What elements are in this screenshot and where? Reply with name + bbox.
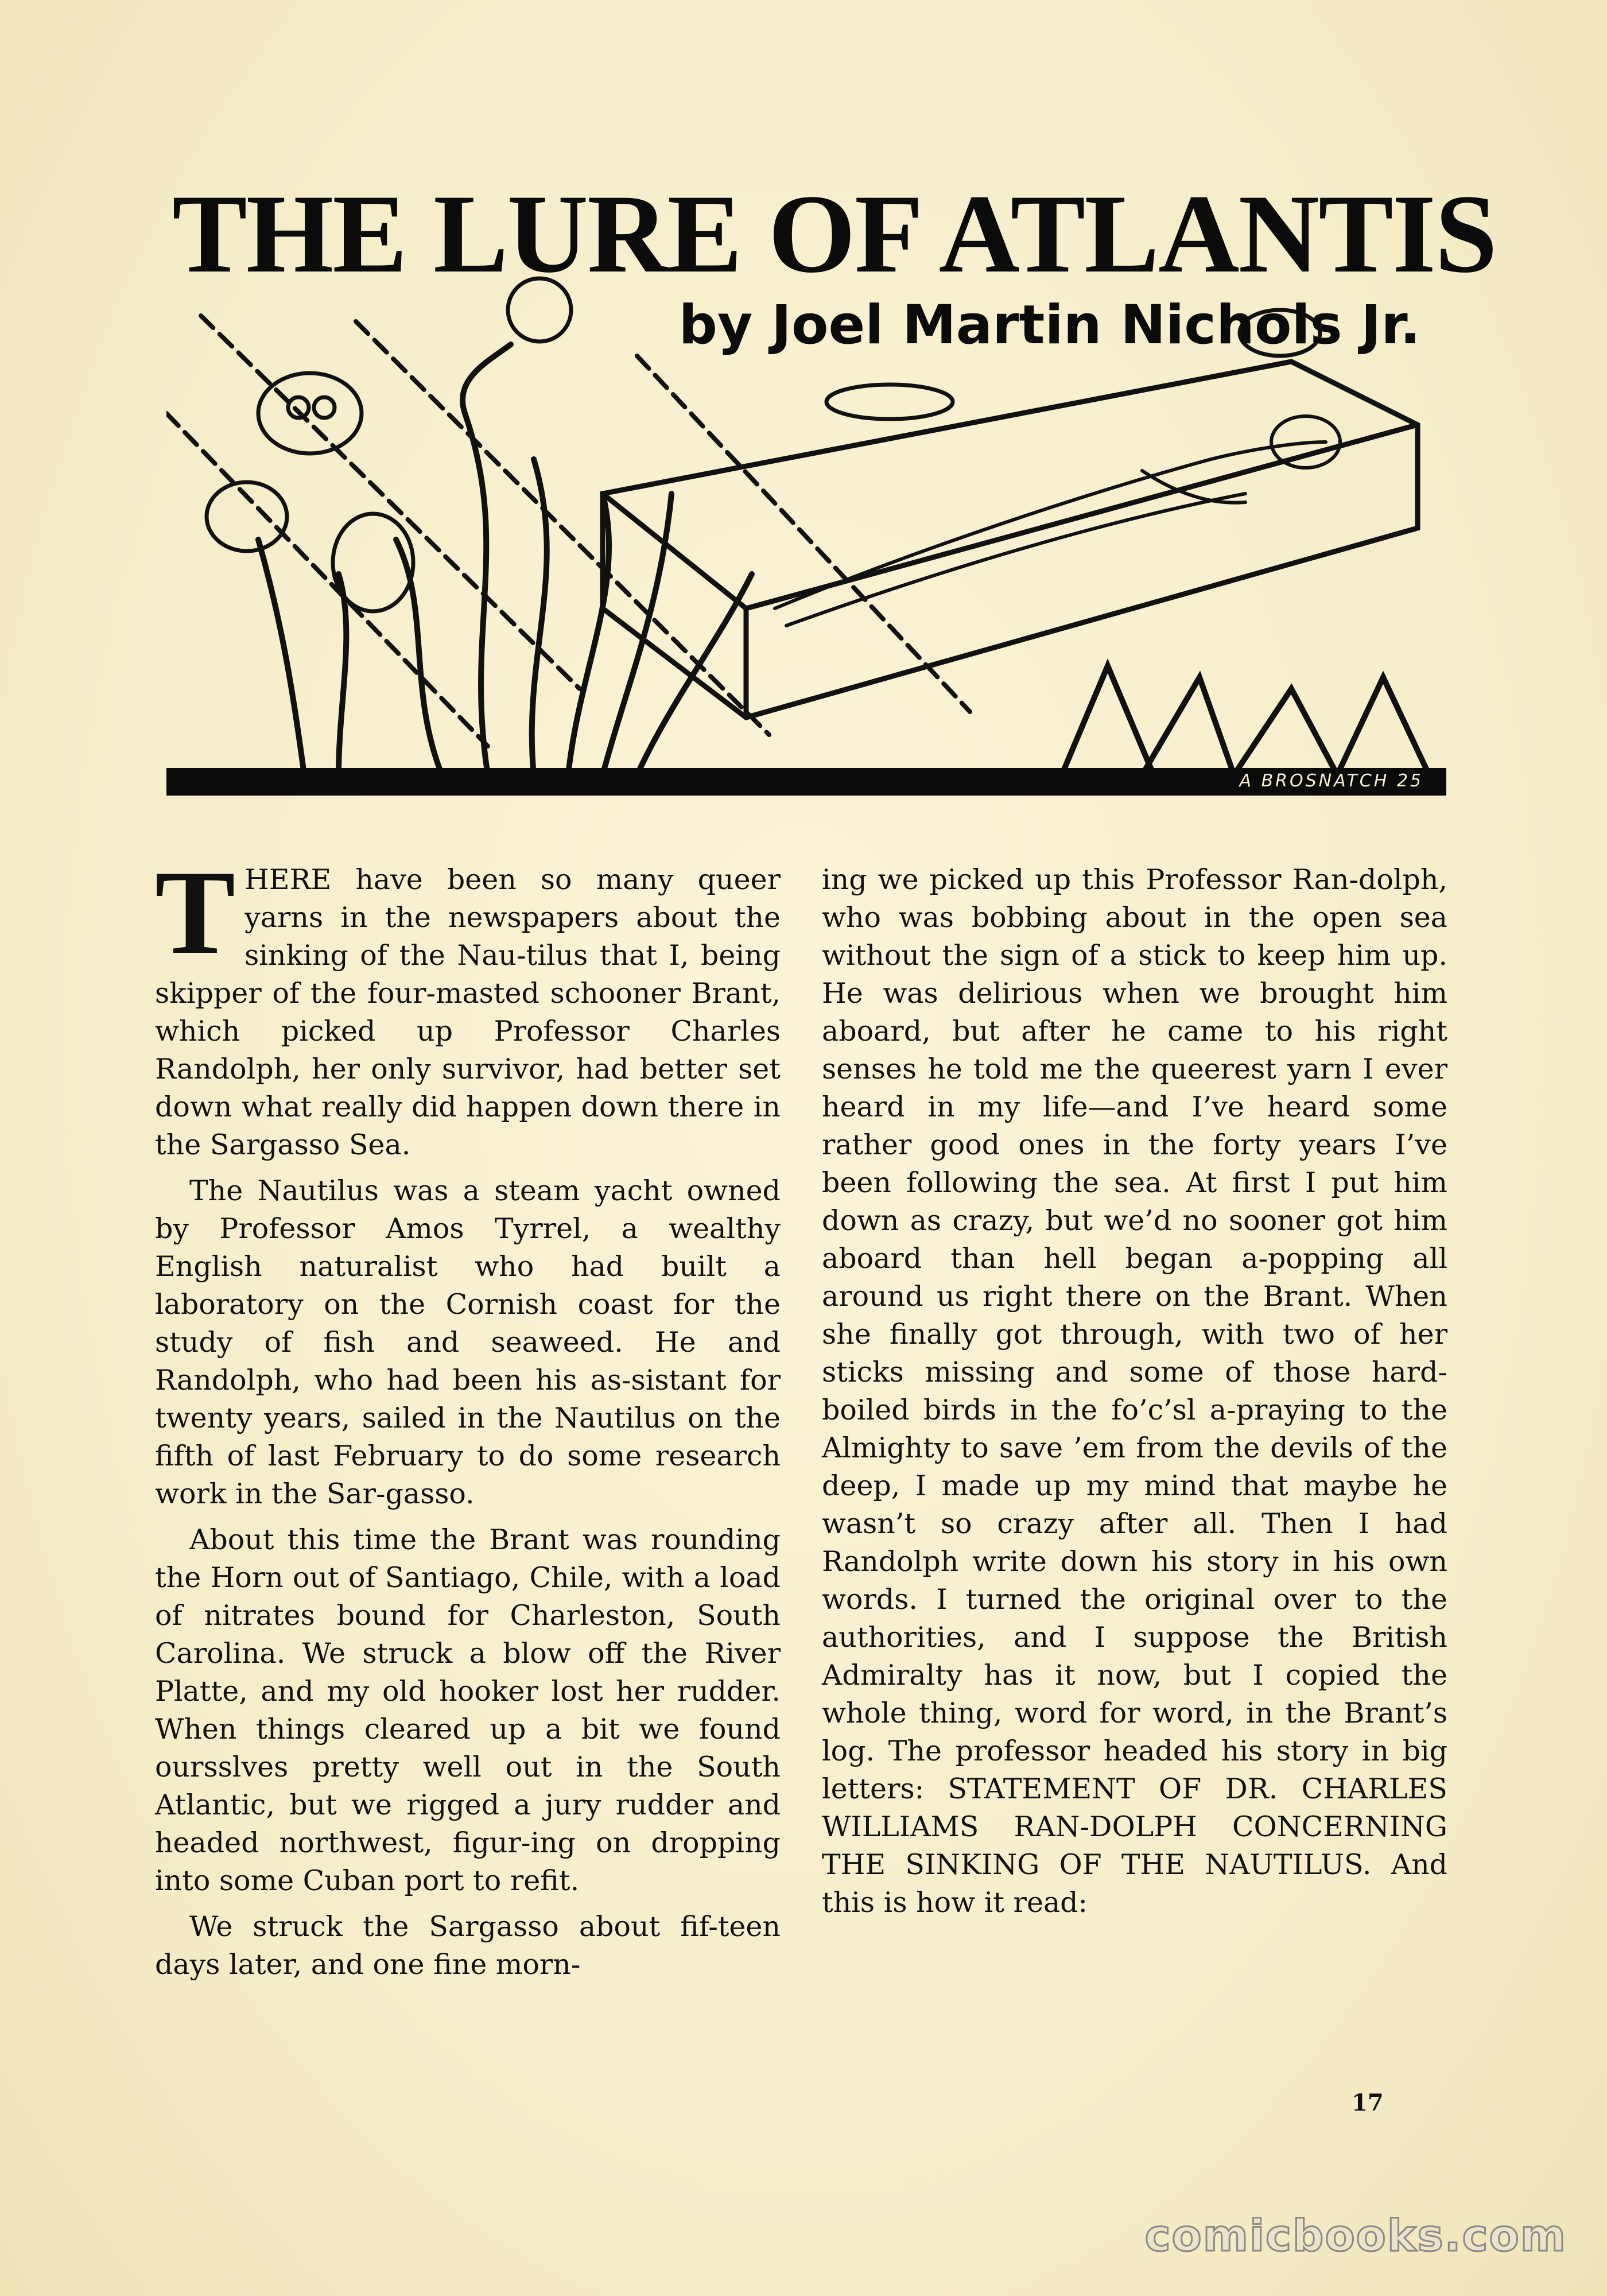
site-watermark: comicbooks.com [1144,2210,1567,2261]
article-title: THE LURE OF ATLANTIS [172,172,1497,296]
drop-cap: T [155,846,236,979]
left-column [155,846,781,1992]
artist-signature: A BROSNATCH 25 [1239,771,1423,791]
page-number: 17 [1352,2089,1384,2116]
paragraph: The Nautilus was a steam yacht owned by Professor Amos Tyrrel, a wealthy English naturalist who had built a laboratory on the Cornish coast for the study of fish and seaweed. He and Randolph, who had been his as-sistant for twenty years, sailed in the Nautilus on the fifth of last February to do some research work in the Sar-gasso. [155,1174,781,1510]
paragraph: THERE have been so many queer yarns in the newspapers about the sinking of the Nau-tilus that I, being skipper of the four-masted schooner Brant, which picked up Professor Charles Randolph, her only survivor, had better set down what really did happen down there in the Sargasso Sea. [155,846,781,1161]
author-byline: by Joel Martin Nichols Jr. [678,294,1420,356]
right-column [822,861,1447,1930]
title-illustration [166,172,1497,798]
paragraph: ing we picked up this Professor Ran-dolph, who was bobbing about in the open sea without the sign of a stick to keep him up. He was delirious when we brought him aboard, but after he came to his right senses he told me the queerest yarn I ever heard in my life—and I’ve heard some rather good ones in the forty years I’ve been following the sea. At first I put him down as crazy, but we’d no sooner got him aboard than hell began a-popping all around us right there on the Brant. When she finally got through, with two of her sticks missing and some of those hard-boiled birds in the fo’c’sl a-praying to the Almighty to save ’em from the devils of the deep, I made up my mind that maybe he wasn’t so crazy after all. Then I had Randolph write down his story in his own words. I turned the original over to the authorities, and I suppose the British Admiralty has it now, but I copied the whole thing, word for word, in the Brant’s log. The professor headed his story in big letters: STATEMENT OF DR. CHARLES WILLIAMS RAN-DOLPH CONCERNING THE SINKING OF THE NAUTILUS. And this is how it read: [822,863,1447,1919]
paragraph: We struck the Sargasso about fif-teen days later, and one fine morn- [155,1910,781,1981]
paragraph: About this time the Brant was rounding the Horn out of Santiago, Chile, with a load of nitrates bound for Charleston, South Carolina. We struck a blow off the River Platte, and my old hooker lost her rudder. When things cleared up a bit we found oursslves pretty well out in the South Atlantic, but we rigged a jury rudder and headed northwest, figur-ing on dropping into some Cuban port to refit. [155,1523,781,1897]
